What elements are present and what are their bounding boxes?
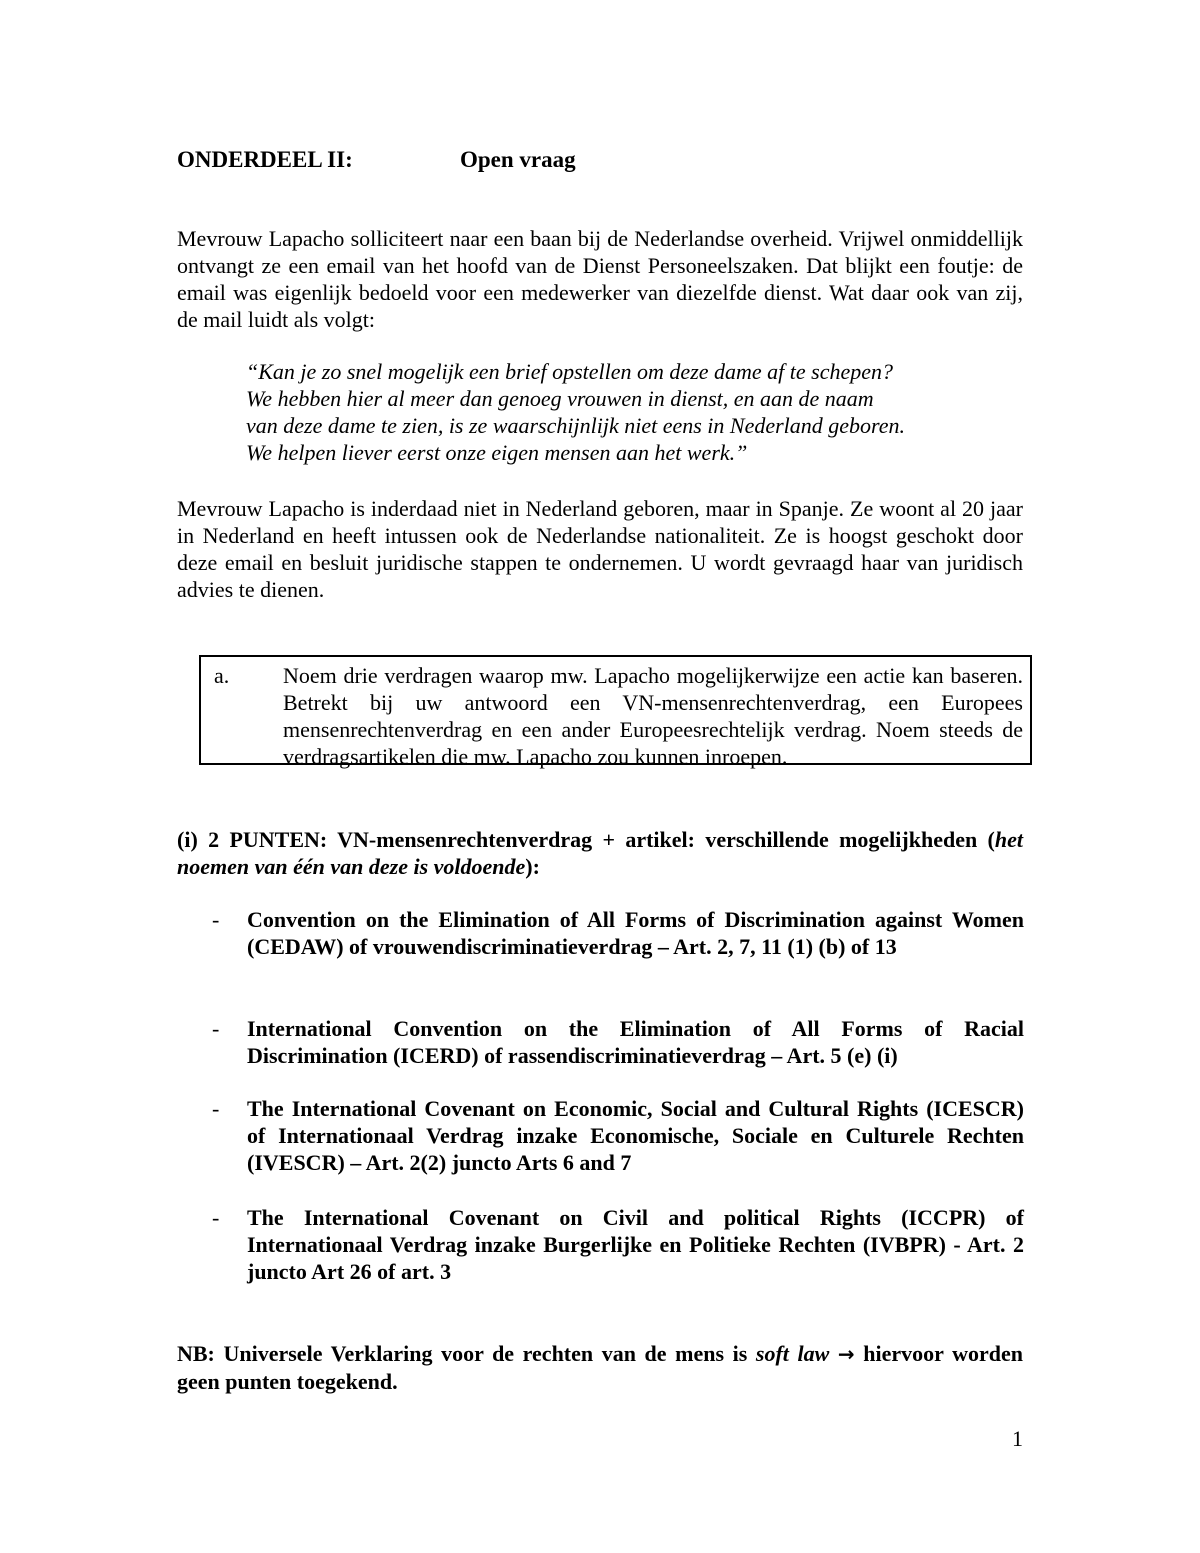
bullet-text: International Convention on the Elimination of All Forms of Racial Discrimination (ICERD) of rassendiscriminatieverdrag – Art. 5 (e) (i) — [247, 1016, 1024, 1068]
bullet-text: The International Covenant on Economic, Social and Cultural Rights (ICESCR) of Internationaal Verdrag inzake Economische, Sociale en Culturele Rechten (IVESCR) – Art. 2(2) juncto Arts 6 and 7 — [247, 1096, 1024, 1175]
section-label: ONDERDEEL II: — [177, 147, 353, 172]
bullet-dash: - — [212, 907, 220, 932]
bullet-text: Convention on the Elimination of All Forms of Discrimination against Women (CEDAW) of vrouwendiscriminatieverdrag – Art. 2, 7, 11 (1) (b) of 13 — [247, 907, 1024, 959]
quote-line: We helpen liever eerst onze eigen mensen aan het werk.” — [246, 440, 748, 465]
right-arrow-icon: → — [837, 1342, 855, 1366]
nb-suffix: hiervoor worden geen punten toegekend. — [177, 1341, 1024, 1394]
list-item — [212, 1095, 1024, 1176]
question-text: Noem drie verdragen waarop mw. Lapacho mogelijkerwijze een actie kan baseren. Betrekt bij uw antwoord een VN-mensenrechtenverdrag, een Europees mensenrechtenverdrag en een ander Europeesrechtelijk verdrag. Noem steeds de verdragsartikelen die mw. Lapacho zou kunnen inroepen. — [283, 663, 1023, 769]
quote-line: van deze dame te zien, is ze waarschijnlijk niet eens in Nederland geboren. — [246, 413, 906, 438]
bullet-dash: - — [212, 1096, 220, 1121]
list-item — [212, 906, 1024, 960]
section-title: Open vraag — [460, 147, 576, 172]
bullet-dash: - — [212, 1016, 220, 1041]
nb-prefix: NB: Universele Verklaring voor de rechten van de mens is — [177, 1341, 748, 1366]
answer-heading-main: (i) 2 PUNTEN: VN-mensenrechtenverdrag + artikel: verschillende mogelijkheden — [177, 827, 978, 852]
email-quote — [246, 358, 976, 466]
question-letter: a. — [214, 663, 230, 688]
bullet-text: The International Covenant on Civil and political Rights (ICCPR) of Internationaal Verdrag inzake Burgerlijke en Politieke Rechten (IVBPR) - Art. 2 juncto Art 26 of art. 3 — [247, 1205, 1024, 1284]
answer-heading-paren-close: ): — [525, 854, 540, 879]
section-heading — [177, 146, 576, 173]
intro-paragraph: Mevrouw Lapacho solliciteert naar een baan bij de Nederlandse overheid. Vrijwel onmiddellijk ontvangt ze een email van het hoofd van de Dienst Personeelszaken. Dat blijkt een foutje: de email was eigenlijk bedoeld voor een medewerker van diezelfde dienst. Wat daar ook van zij, de mail luidt als volgt: — [177, 226, 1023, 332]
quote-line: We hebben hier al meer dan genoeg vrouwen in dienst, en aan de naam — [246, 386, 874, 411]
answer-heading-note: het noemen van één van deze is voldoende — [177, 827, 1023, 879]
quote-line: “Kan je zo snel mogelijk een brief opstellen om deze dame af te schepen? — [246, 359, 894, 384]
second-paragraph: Mevrouw Lapacho is inderdaad niet in Nederland geboren, maar in Spanje. Ze woont al 20 jaar in Nederland en heeft intussen ook de Nederlandse nationaliteit. Ze is hoogst geschokt door deze email en besluit juridische stappen te ondernemen. U wordt gevraagd haar van juridisch advies te dienen. — [177, 496, 1023, 602]
list-item — [212, 1204, 1024, 1285]
nb-italic: soft law — [755, 1341, 830, 1366]
page-number: 1 — [1012, 1426, 1023, 1451]
nb-note — [177, 1340, 1023, 1395]
bullet-dash: - — [212, 1205, 220, 1230]
answer-heading — [177, 826, 1023, 880]
question-box — [199, 655, 1032, 769]
list-item — [212, 1015, 1024, 1069]
answer-heading-paren-open: ( — [987, 827, 995, 852]
